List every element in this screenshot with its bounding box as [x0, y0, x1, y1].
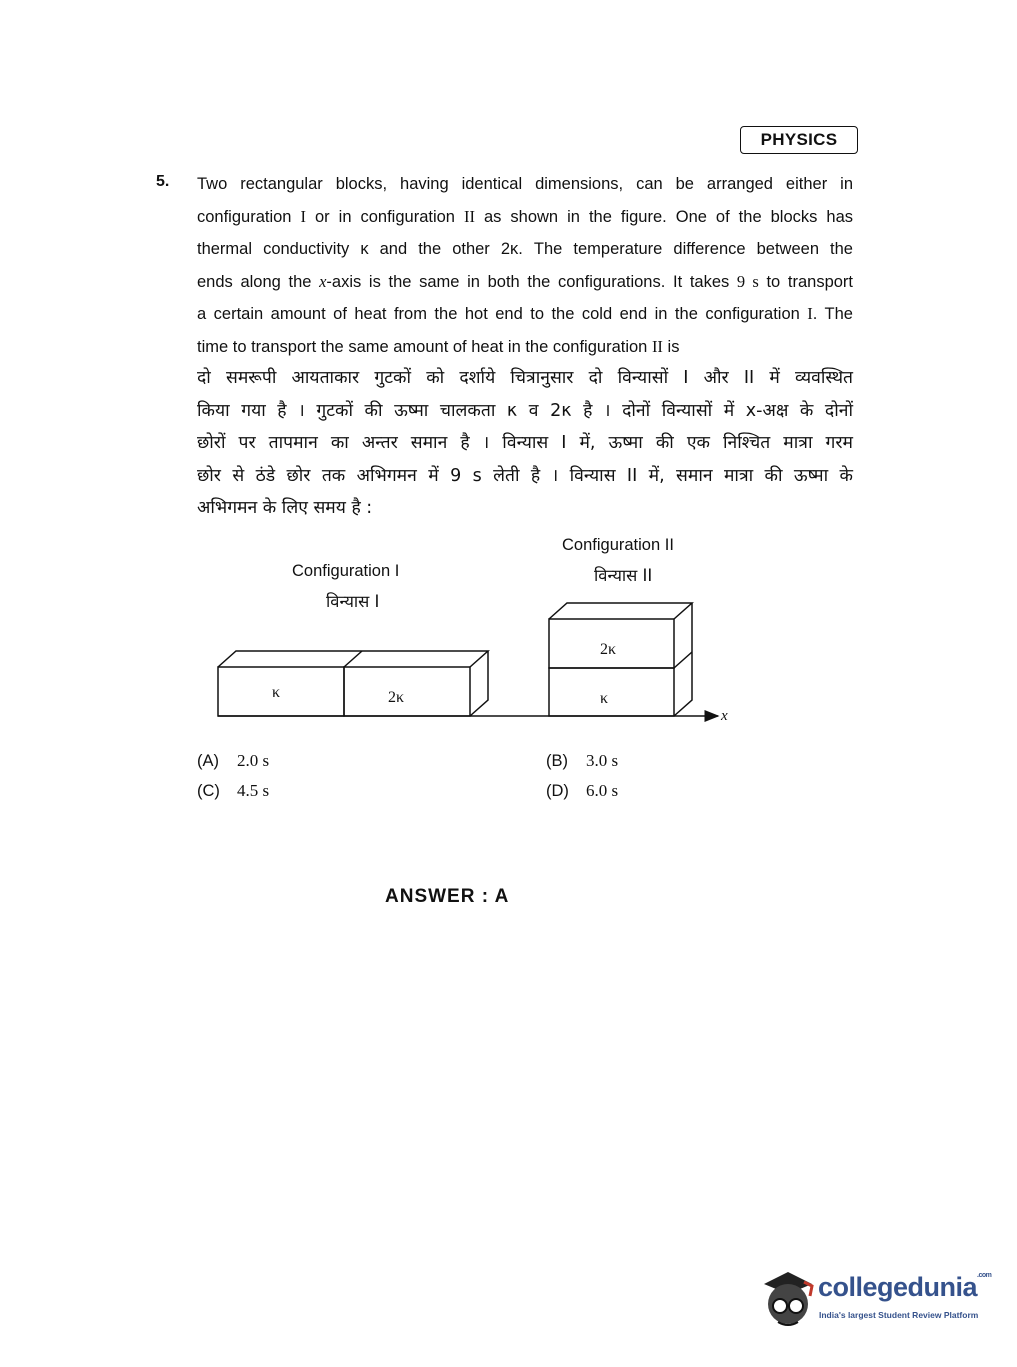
config1-block-2k	[344, 667, 470, 716]
question-number: 5.	[156, 173, 170, 190]
question-line-hindi: छोरों पर तापमान का अन्तर समान है । विन्यास I में, ऊष्मा की एक निश्चित मात्रा गरम	[197, 433, 853, 453]
answer-label: ANSWER : A	[385, 886, 510, 907]
logo-wordmark: collegedunia$^{.com}$	[818, 1272, 992, 1302]
config2-top-face	[549, 603, 692, 619]
option-a[interactable]: (A) 2.0 s	[197, 751, 270, 770]
question-line-hindi: दो समरूपी आयताकार गुटकों को दर्शाये चित्रानुसार दो विन्यासों I और II में व्यवस्थित	[197, 368, 853, 388]
question-line: ends along the x-axis is the same in both the configurations. It takes 9 s to transport	[197, 271, 854, 291]
config1-top-divider	[344, 651, 362, 667]
config2-label-k: κ	[600, 690, 609, 707]
subject-label: PHYSICS	[740, 126, 858, 154]
config1-title: Configuration I	[292, 562, 400, 580]
logo-tagline: India's largest Student Review Platform	[819, 1310, 979, 1320]
config2-title: Configuration II	[562, 536, 674, 554]
question-line-hindi: किया गया है । गुटकों की ऊष्मा चालकता κ व 2κ है । दोनों विन्यासों में x-अक्ष के दोनों	[197, 400, 853, 421]
config2-label-2k: 2κ	[600, 641, 617, 658]
question-line-hindi: अभिगमन के लिए समय है :	[197, 498, 373, 518]
config1-side-face	[470, 651, 488, 716]
question-line: time to transport the same amount of heat in the configuration II is	[197, 336, 680, 356]
config2-block-k	[549, 668, 674, 716]
config1-block-k	[218, 667, 344, 716]
option-c[interactable]: (C) 4.5 s	[197, 781, 270, 800]
question-line: configuration I or in configuration II as shown in the figure. One of the blocks has	[197, 206, 853, 226]
question-line: thermal conductivity κ and the other 2κ. The temperature difference between the	[197, 240, 853, 258]
option-b[interactable]: (B) 3.0 s	[546, 751, 619, 770]
question-line-hindi: छोर से ठंडे छोर तक अभिगमन में 9 s लेती है । विन्यास II में, समान मात्रा की ऊष्मा के	[197, 465, 853, 486]
config2-side-divider	[674, 652, 692, 668]
config2-title-hindi: विन्यास II	[594, 566, 653, 585]
config1-label-2k: 2κ	[388, 689, 405, 706]
config1-title-hindi: विन्यास I	[326, 592, 380, 611]
option-d[interactable]: (D) 6.0 s	[546, 781, 619, 800]
config1-label-k: κ	[272, 684, 281, 701]
question-line: a certain amount of heat from the hot end to the cold end in the configuration I. The	[197, 304, 853, 323]
x-axis-label: x	[721, 708, 728, 724]
question-line: Two rectangular blocks, having identical dimensions, can be arranged either in	[197, 175, 853, 193]
